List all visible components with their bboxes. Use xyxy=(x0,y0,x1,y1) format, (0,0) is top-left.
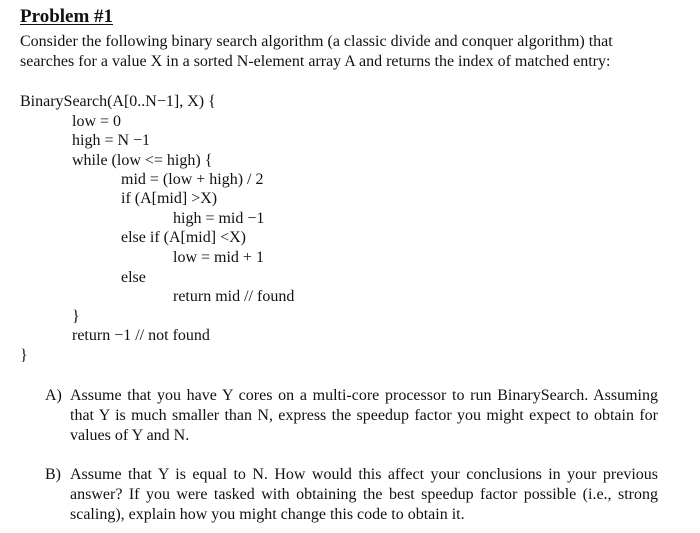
question-a-text: Assume that you have Y cores on a multi-core processor to run BinarySearch. Assuming that Y is much smaller than N, express the speedup factor you might expect to obtain for values of Y and N. xyxy=(70,387,658,444)
code-mid-calc: mid = (low + high) / 2 xyxy=(121,171,264,188)
code-if-greater: if (A[mid] >X) xyxy=(121,190,218,207)
code-return-not-found: return −1 // not found xyxy=(72,327,210,344)
code-return-found: return mid // found xyxy=(173,288,295,305)
code-high-update: high = mid −1 xyxy=(173,210,265,227)
code-else-if-less: else if (A[mid] <X) xyxy=(121,229,246,246)
code-high-init: high = N −1 xyxy=(72,132,151,149)
code-signature: BinarySearch(A[0..N−1], X) { xyxy=(20,93,216,110)
code-low-update: low = mid + 1 xyxy=(173,249,264,266)
code-else: else xyxy=(121,269,146,286)
question-b-label: B) xyxy=(45,466,61,483)
question-a-label: A) xyxy=(45,387,62,404)
problem-intro: Consider the following binary search algorithm (a classic divide and conquer algorithm) that searches for a value X in a sorted N-element array A and returns the index of matched entry: xyxy=(20,33,613,70)
question-a xyxy=(45,386,665,448)
code-while-close: } xyxy=(72,308,80,325)
code-func-close: } xyxy=(20,347,28,364)
question-b xyxy=(45,465,665,527)
question-b-text: Assume that Y is equal to N. How would this affect your conclusions in your previous answer? If you were tasked with obtaining the best speedup factor possible (i.e., strong scaling), explain how you might change this code to obtain it. xyxy=(70,466,658,523)
code-low-init: low = 0 xyxy=(72,113,122,130)
code-while-head: while (low <= high) { xyxy=(72,152,213,169)
problem-title: Problem #1 xyxy=(20,6,114,27)
